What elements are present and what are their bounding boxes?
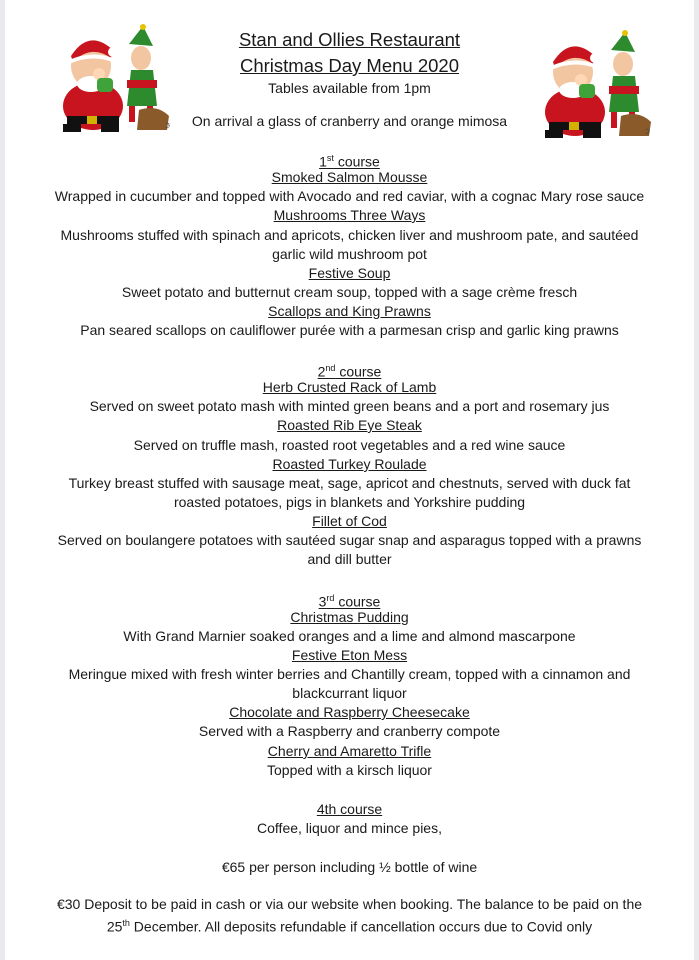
course-word: course	[335, 363, 382, 380]
deposit-line-1: €30 Deposit to be paid in cash or via our website when booking. The balance to be paid on the	[56, 896, 643, 912]
dish-description: and dill butter	[307, 551, 392, 567]
dish-name: Herb Crusted Rack of Lamb	[262, 379, 437, 395]
course-4-description: Coffee, liquor and mince pies,	[257, 820, 442, 836]
dish-description: roasted potatoes, pigs in blankets and Yorkshire pudding	[173, 494, 526, 510]
dish-description: Turkey breast stuffed with sausage meat, sage, apricot and chestnuts, served with duck fat	[68, 475, 631, 491]
dish-name: Fillet of Cod	[312, 513, 387, 529]
dish-description: Meringue mixed with fresh winter berries and Chantilly cream, topped with a cinnamon and	[68, 666, 631, 682]
deposit-line-2-text: December. All deposits refundable if cancellation occurs due to Covid only	[129, 918, 593, 935]
dish-description: Topped with a kirsch liquor	[267, 762, 432, 778]
course-4-heading: 4th course	[316, 801, 383, 817]
course-word: course	[334, 593, 381, 610]
deposit-line-2	[5, 914, 694, 937]
dish-name: Cherry and Amaretto Trifle	[267, 743, 432, 759]
arrival-drink: On arrival a glass of cranberry and orange mimosa	[191, 113, 508, 129]
dish-description: blackcurrant liquor	[292, 685, 407, 701]
course-ordinal: rd	[326, 593, 335, 603]
dish-description: Sweet potato and butternut cream soup, topped with a sage crème fresch	[121, 284, 578, 300]
svg-text:ℑ: ℑ	[645, 128, 650, 136]
svg-text:ℑ: ℑ	[165, 122, 170, 130]
dish-name: Scallops and King Prawns	[268, 303, 431, 319]
course-number: 3	[318, 593, 327, 610]
dish-description: Served with a Raspberry and cranberry compote	[198, 723, 501, 739]
dish-description: Pan seared scallops on cauliflower purée with a parmesan crisp and garlic king prawns	[80, 322, 619, 338]
dish-description: Served on sweet potato mash with minted green beans and a port and rosemary jus	[89, 398, 610, 414]
dish-description: Served on boulangere potatoes with sautéed sugar snap and asparagus topped with a prawns	[57, 532, 642, 548]
dish-name: Festive Soup	[308, 265, 391, 281]
dish-name: Mushrooms Three Ways	[273, 207, 426, 223]
course-number: 1	[319, 153, 327, 170]
tables-info: Tables available from 1pm	[268, 80, 431, 96]
course-ordinal: st	[326, 153, 334, 163]
dish-name: Smoked Salmon Mousse	[271, 169, 428, 185]
dish-name: Chocolate and Raspberry Cheesecake	[229, 704, 470, 720]
dish-name: Roasted Turkey Roulade	[272, 456, 427, 472]
dish-description: Mushrooms stuffed with spinach and apricots, chicken liver and mushroom pate, and sautéed	[60, 227, 639, 243]
menu-title: Christmas Day Menu 2020	[239, 55, 459, 76]
dish-name: Christmas Pudding	[290, 609, 409, 625]
price-line: €65 per person including ½ bottle of wine	[221, 859, 478, 875]
deposit-date-ordinal: th	[122, 918, 130, 928]
dish-name: Festive Eton Mess	[291, 647, 408, 663]
deposit-date-number: 25	[106, 918, 123, 935]
course-number: 2	[317, 363, 326, 380]
dish-description: With Grand Marnier soaked oranges and a lime and almond mascarpone	[123, 628, 576, 644]
dish-description: garlic wild mushroom pot	[272, 246, 427, 262]
course-ordinal: nd	[325, 363, 336, 373]
menu-page	[5, 0, 694, 960]
restaurant-title: Stan and Ollies Restaurant	[238, 29, 461, 50]
course-word: course	[333, 153, 380, 170]
dish-name: Roasted Rib Eye Steak	[277, 417, 422, 433]
dish-description: Wrapped in cucumber and topped with Avocado and red caviar, with a cognac Mary rose sauce	[54, 188, 645, 204]
dish-description: Served on truffle mash, roasted root vegetables and a red wine sauce	[133, 437, 566, 453]
